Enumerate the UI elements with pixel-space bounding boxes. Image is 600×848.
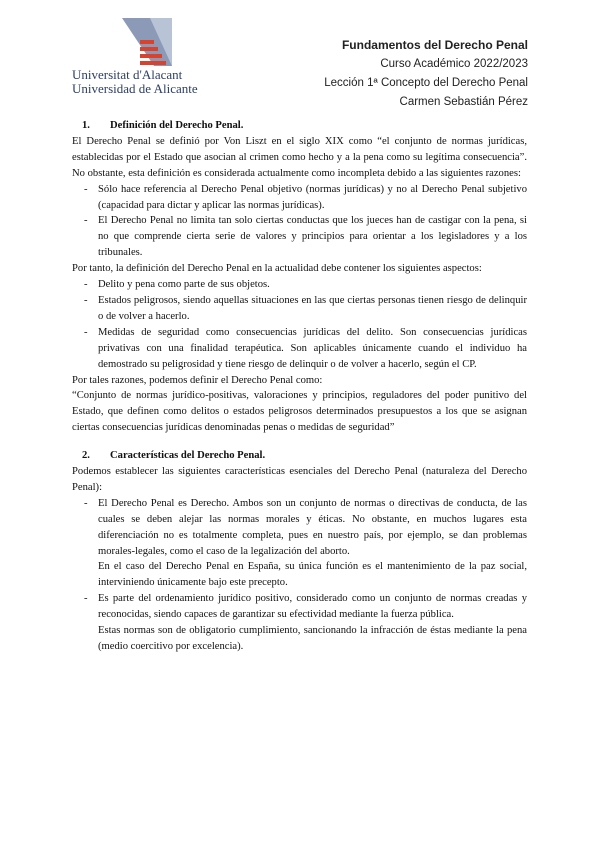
section-2-number: 2. <box>82 450 90 462</box>
document-body <box>72 118 527 655</box>
document-header <box>324 36 528 112</box>
list-item: - Delito y pena como parte de sus objetos. <box>72 277 527 293</box>
characteristics-list-2 <box>72 591 527 623</box>
aspects-intro: Por tanto, la definición del Derecho Penal en la actualidad debe contener los siguientes aspectos: <box>72 263 482 275</box>
list-item: - El Derecho Penal es Derecho. Ambos son un conjunto de normas o directivas de conducta, de las cuales se deben alejar las normas morales y éticas. No obstante, en muchos lugares esta diferenciación no es totalmente completa, pues en nuestro país, por ejemplo, se dan problemas morales-legales, como el caso de la legalización del aborto. <box>72 496 527 560</box>
list-item-continuation: En el caso del Derecho Penal en España, su única función es el mantenimiento de la paz social, interviniendo únicamente bajo este precepto. <box>98 561 527 589</box>
characteristics-list <box>72 496 527 560</box>
definition-quote: “Conjunto de normas jurídico-positivas, valoraciones y principios, reguladores del poder punitivo del Estado, que definen como delitos o estados peligrosos determinados presupuestos a los que se asignan ciertas consecuencias jurídicas denominadas penas o medidas de seguridad” <box>72 390 527 434</box>
academic-year: Curso Académico 2022/2023 <box>380 58 528 70</box>
university-name <box>72 68 198 96</box>
university-name-valencian: Universitat d'Alacant <box>72 67 183 82</box>
aspects-list <box>72 277 527 372</box>
section-1-intro: El Derecho Penal se definió por Von Liszt en el siglo XIX como “el conjunto de normas jurídicas, establecidas por el Estado que asocian al crimen como hecho y a la pena como su legítima consecuencia”. No obstante, esta definición es considerada actualmente como incompleta debido a las siguientes razones: <box>72 135 527 179</box>
list-item: - Medidas de seguridad como consecuencias jurídicas del delito. Son consecuencias jurídicas privativas con una finalidad terapéutica. Son aplicables únicamente cuando el individuo ha demostrado su peligrosidad y tiene riesgo de delinquir o de volver a hacerlo, según el CP. <box>72 325 527 373</box>
university-emblem-icon <box>114 16 176 68</box>
definition-intro: Por tales razones, podemos definir el Derecho Penal como: <box>72 374 323 386</box>
list-item: - Estados peligrosos, siendo aquellas situaciones en las que ciertas personas tienen riesgo de delinquir o de volver a hacerlo. <box>72 293 527 325</box>
list-item: - El Derecho Penal no limita tan solo ciertas conductas que los jueces han de castigar con la pena, si no que comprende cierta serie de valores y principios para orientar a los legisladores y a los tribunales. <box>72 213 527 261</box>
list-item-continuation: Estas normas son de obligatorio cumplimiento, sancionando la infracción de éstas mediante la pena (medio coercitivo por excelencia). <box>98 625 527 652</box>
reasons-list <box>72 182 527 262</box>
list-item: - Es parte del ordenamiento jurídico positivo, considerado como un conjunto de normas creadas y reconocidas, siendo capaces de garantizar su efectividad mediante la fuerza pública. <box>72 591 527 623</box>
section-1-heading <box>72 118 527 134</box>
university-name-spanish: Universidad de Alicante <box>72 81 198 96</box>
author-name: Carmen Sebastián Pérez <box>399 96 528 108</box>
section-2-heading <box>72 448 527 464</box>
course-title: Fundamentos del Derecho Penal <box>341 38 528 52</box>
list-item: - Sólo hace referencia al Derecho Penal objetivo (normas jurídicas) y no al Derecho Penal subjetivo (capacidad para dictar y aplicar las normas jurídicas). <box>72 182 527 214</box>
section-2-title: Características del Derecho Penal. <box>110 450 266 462</box>
section-1-number: 1. <box>82 120 90 131</box>
lesson-title: Lección 1ª Concepto del Derecho Penal <box>324 77 528 89</box>
section-1-title: Definición del Derecho Penal. <box>110 120 244 131</box>
section-2-intro: Podemos establecer las siguientes características esenciales del Derecho Penal (naturaleza del Derecho Penal): <box>72 466 527 493</box>
